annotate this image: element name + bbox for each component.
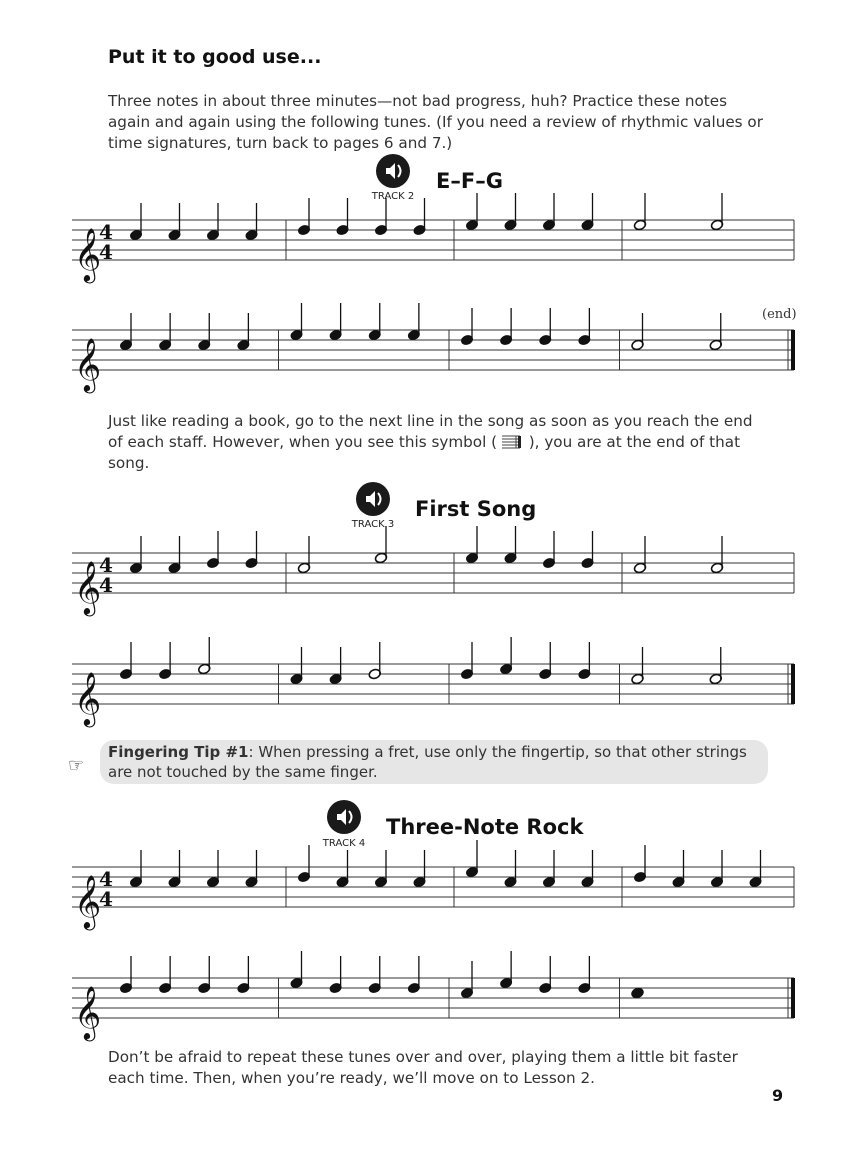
treble-clef: 𝄞 [74, 671, 102, 725]
staff-system [0, 320, 864, 391]
time-signature-top: 4 [99, 553, 113, 577]
speaker-icon[interactable] [376, 154, 410, 188]
tip-text [108, 742, 768, 782]
time-signature-bottom: 4 [99, 240, 113, 264]
speaker-icon[interactable] [356, 482, 390, 516]
final-barline-thick [791, 664, 795, 704]
treble-clef: 𝄞 [74, 985, 102, 1039]
time-signature-top: 4 [99, 220, 113, 244]
treble-clef: 𝄞 [74, 874, 102, 928]
song-title: First Song [415, 497, 537, 521]
section-heading: Put it to good use... [108, 46, 322, 68]
time-signature-bottom: 4 [99, 573, 113, 597]
tip-label: Fingering Tip #1 [108, 743, 249, 761]
treble-clef: 𝄞 [74, 337, 102, 391]
end-symbol-text-after: ), you are at the end of that song. [108, 433, 741, 472]
time-signature-top: 4 [99, 867, 113, 891]
speaker-icon[interactable] [327, 800, 361, 834]
page-number: 9 [772, 1086, 784, 1105]
track-label: TRACK 4 [322, 838, 366, 849]
final-barline-icon [502, 434, 524, 450]
song-title: E–F–G [436, 169, 503, 193]
staff-system [0, 654, 864, 725]
time-signature-bottom: 4 [99, 887, 113, 911]
outro-paragraph: Don’t be afraid to repeat these tunes over and over, playing them a little bit faster each time. Then, when you’re ready, we’ll move on to Lesson 2. [108, 1048, 738, 1087]
end-symbol-paragraph [108, 411, 768, 474]
tip-body: : When pressing a fret, use only the fingertip, so that other strings are not touched by the same finger. [108, 743, 747, 781]
treble-clef: 𝄞 [74, 560, 102, 614]
staff-system [0, 857, 864, 928]
end-label: (end) [762, 307, 797, 322]
treble-clef: 𝄞 [74, 227, 102, 281]
final-barline-thick [791, 330, 795, 370]
track-label: TRACK 3 [351, 519, 395, 530]
song-title: Three-Note Rock [386, 815, 584, 839]
staff-system [0, 543, 864, 614]
end-symbol-text-before: Just like reading a book, go to the next line in the song as soon as you reach the end of each staff. However, when you see this symbol ( [108, 412, 753, 451]
staff-system [0, 968, 864, 1039]
final-barline-thick [791, 978, 795, 1018]
pointing-hand-icon: ☞ [68, 755, 85, 776]
track-label: TRACK 2 [371, 191, 415, 202]
note-head [631, 987, 644, 999]
staff-system [0, 210, 864, 281]
intro-paragraph: Three notes in about three minutes—not bad progress, huh? Practice these notes again and again using the following tunes. (If you need a review of rhythmic values or time signatures, turn back to pages 6 and 7.) [108, 92, 763, 152]
